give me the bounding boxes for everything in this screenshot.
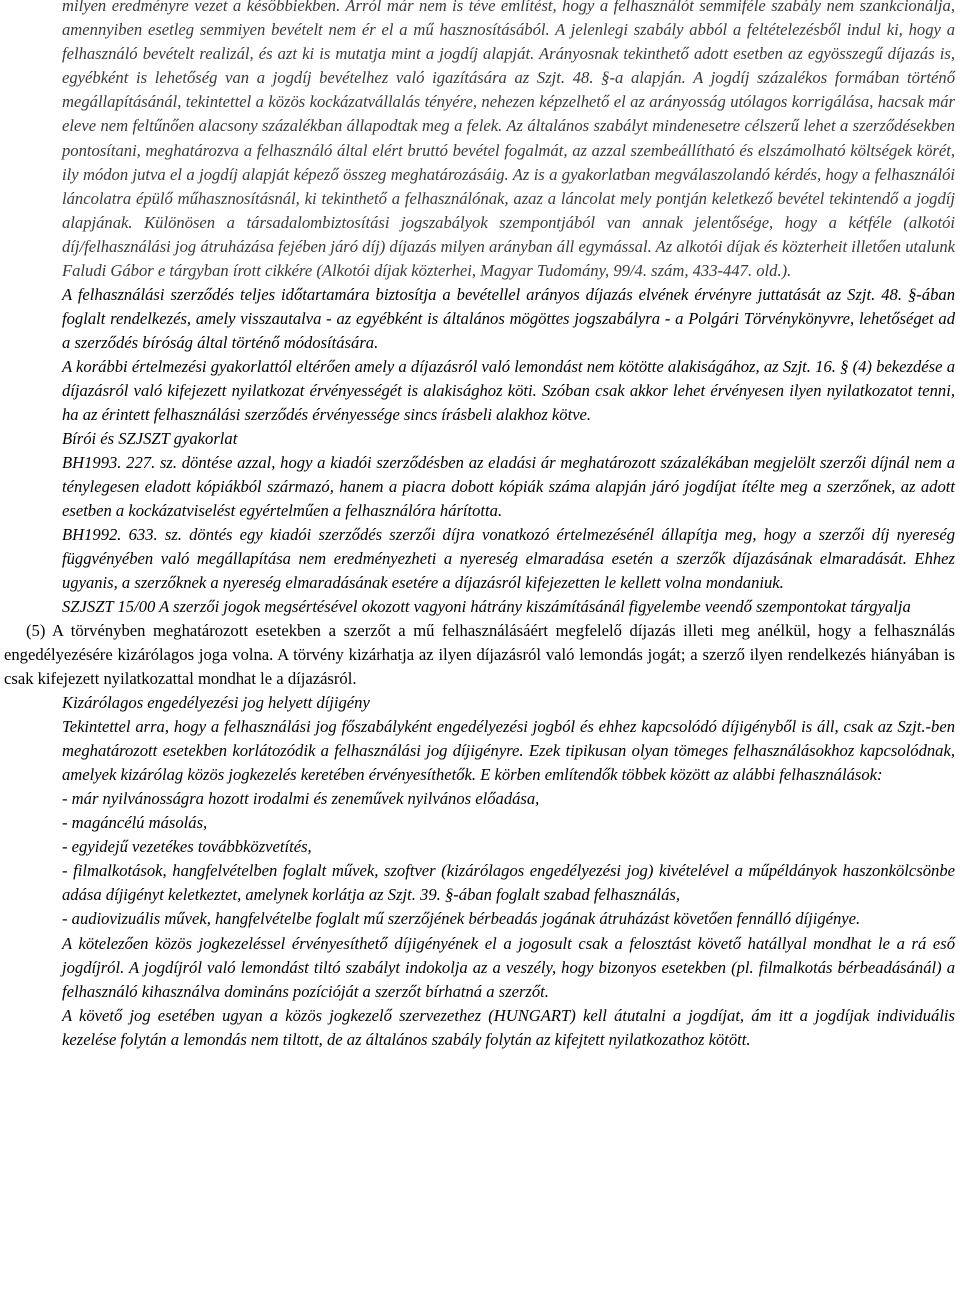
paragraph-bevetellel-aranyos-dijazas: milyen eredményre vezet a későbbiekben. Arról már nem is téve említést, hogy a felhasználót semmiféle szabály nem szankcionálja, amennyiben esetleg semmiyen bevételt nem ér el a mű hasznosításából. A jelenlegi szabály abból a feltételezésből indul ki, hogy a felhasználó bevételt realizál, és azt ki is mutatja mint a jogdíj alapját. Arányosnak tekinthető adott esetben az egyösszegű díjazás is, egyébként is lehetőség van a jogdíj bevételhez való igazítására az Szjt. 48. §-a alapján. A jogdíj százalékos formában történő megállapításánál, tekintettel a közös kockázatvállalás tényére, nehezen képzelhető el az arányosság utólagos korrigálása, hacsak már eleve nem feltűnően alacsony százalékban állapodtak meg a felek. Az általános szabályt mindenesetre célszerű lehet a szerződésekben pontosítani, meghatározva a felhasználó által elért bruttó bevétel fogalmát, az azzal szembeállítható és elszámolható költségek körét, ily módon jutva el a jogdíj alapját képező összeg meghatározásáig. Az is a gyakorlatban megválaszolandó kérdés, hogy a felhasználói láncolatra épülő műhasznosításnál, ki tekinthető a felhasználónak, azaz a láncolat mely pontján keletkező bevétel tekintendő a jogdíj alapjának. Különösen a társadalombiztosítási jogszabályok szempontjából van annak jelentősége, hogy a kétféle (alkotói díj/felhasználási jog átruházása fejében járó díj) díjazás milyen arányban áll egymással. Az alkotói díjak és közterheit illetően utalunk Faludi Gábor e tárgyban írott cikkére (Alkotói díjak közterhei, Magyar Tudomány, 99/4. szám, 433-447. old.). (62, 0, 955, 281)
paragraph-bh1993: BH1993. 227. sz. döntése azzal, hogy a kiadói szerződésben az eladási ár meghatározott százalékában megjelölt szerzői díjnál nem a ténylegesen eladott kópiákból származó, hanem a piacra dobott kópiák száma alapján járó jogdíjat ítélte meg a szerzőnek, az adott esetben a kockázatviselést egyértelműen a felhasználóra hárította. (62, 453, 955, 521)
paragraph-kozos-jogkezeles: A kötelezően közös jogkezeléssel érvényesíthető díjigényének el a jogosult csak a felosztást követő hatállyal mondhat le a rá eső jogdíjról. A jogdíjról való lemondást tiltó szabályt indokolja az a veszély, hogy bizonyos esetekben (pl. filmalkotás bérbeadásánál) a felhasználó kihasználva domináns pozícióját a szerzőt bírhatná a szerzőt. (62, 934, 955, 1002)
list-item: - már nyilvánosságra hozott irodalmi és zeneművek nyilvános előadása, (62, 789, 540, 808)
list-item: - filmalkotások, hangfelvételben foglalt művek, szoftver (kizárólagos engedélyezési jog) kivételével a műpéldányok haszonkölcsönbe adása díjigényt keletkeztet, amelynek korlátja az Szjt. 39. §-ában foglalt szabad felhasználás, (62, 861, 955, 905)
paragraph-torvenyi-dijazas: (5) A törvényben meghatározott esetekben a szerzőt a mű felhasználásáért megfelelő díjazás illeti meg anélkül, hogy a felhasználás engedélyezésére kizárólagos joga volna. A törvény kizárhatja az ilyen díjazásról való lemondás jogát; a szerző ilyen rendelkezés hiányában is csak kifejezett nyilatkozattal mondhat le a díjazásról. (4, 621, 955, 689)
heading-biroi-gyakorlat: Bírói és SZJSZT gyakorlat (62, 429, 238, 448)
list-item: - magáncélú másolás, (62, 813, 208, 833)
heading-dijigeny: Kizárólagos engedélyezési jog helyett díjigény (62, 693, 370, 712)
paragraph-felhasznalasi-jog: Tekintettel arra, hogy a felhasználási jog főszabályként engedélyezési jogból és ehhez kapcsolódó díjigényből is áll, csak az Szjt.-ben meghatározott esetekben korlátozódik a felhasználási jog díjigényre. Ezek tipikusan olyan tömeges felhasználásokhoz kapcsolódnak, amelyek kizárólag közös jogkezelés keretében érvényesíthetők. E körben említendők többek között az alábbi felhasználások: (62, 717, 955, 785)
paragraph-koveto-jog: A követő jog esetében ugyan a közös jogkezelő szervezethez (HUNGART) kell átutalni a jogdíjat, ám itt a jogdíjak individuális kezelése folytán a lemondás nem tiltott, de az általános szabály folytán az kifejtett nyilatkozathoz kötött. (62, 1006, 955, 1050)
list-item: - egyidejű vezetékes továbbközvetítés, (62, 837, 312, 857)
paragraph-dijazasrol-lemondas: A korábbi értelmezési gyakorlattól eltérően amely a díjazásról való lemondást nem kötötte alakiságához, az Szjt. 16. § (4) bekezdése a díjazásról való kifejezett nyilatkozat érvényességét is alakisághoz köti. Szóban csak akkor lehet érvényesen ilyen nyilatkozatot tenni, ha az érintett felhasználási szerződés érvényessége sincs írásbeli alakhoz kötve. (62, 357, 955, 425)
list-item: - audiovizuális művek, hangfelvételbe foglalt mű szerzőjének bérbeadás jogának átruházást követően fennálló díjigénye. (62, 909, 861, 929)
paragraph-szjszt: SZJSZT 15/00 A szerzői jogok megsértésével okozott vagyoni hátrány kiszámításánál figyelembe veendő szempontokat tárgyalja (62, 597, 911, 616)
list-felhasznalasok (62, 787, 955, 932)
paragraph-szerzodes-modositasa: A felhasználási szerződés teljes időtartamára biztosítja a bevétellel arányos díjazás elvének érvényre juttatását az Szjt. 48. §-ában foglalt rendelkezés, amely visszautalva - az egyébként is általános mögöttes jogszabályra - a Polgári Törvénykönyvre, lehetőséget ad a szerződés bíróság által történő módosítására. (62, 285, 955, 353)
paragraph-bh1992: BH1992. 633. sz. döntés egy kiadói szerződés szerzői díjra vonatkozó értelmezésénél állapítja meg, hogy a szerzői díj nyereség függvényében való megállapítása nem eredményezheti a nyereség elmaradása esetén a szerzők díjazásának elmaradását. Ehhez ugyanis, a szerzőknek a nyereség elmaradásának esetére a díjazásról kifejezetten le kellett volna mondaniuk. (62, 525, 955, 593)
